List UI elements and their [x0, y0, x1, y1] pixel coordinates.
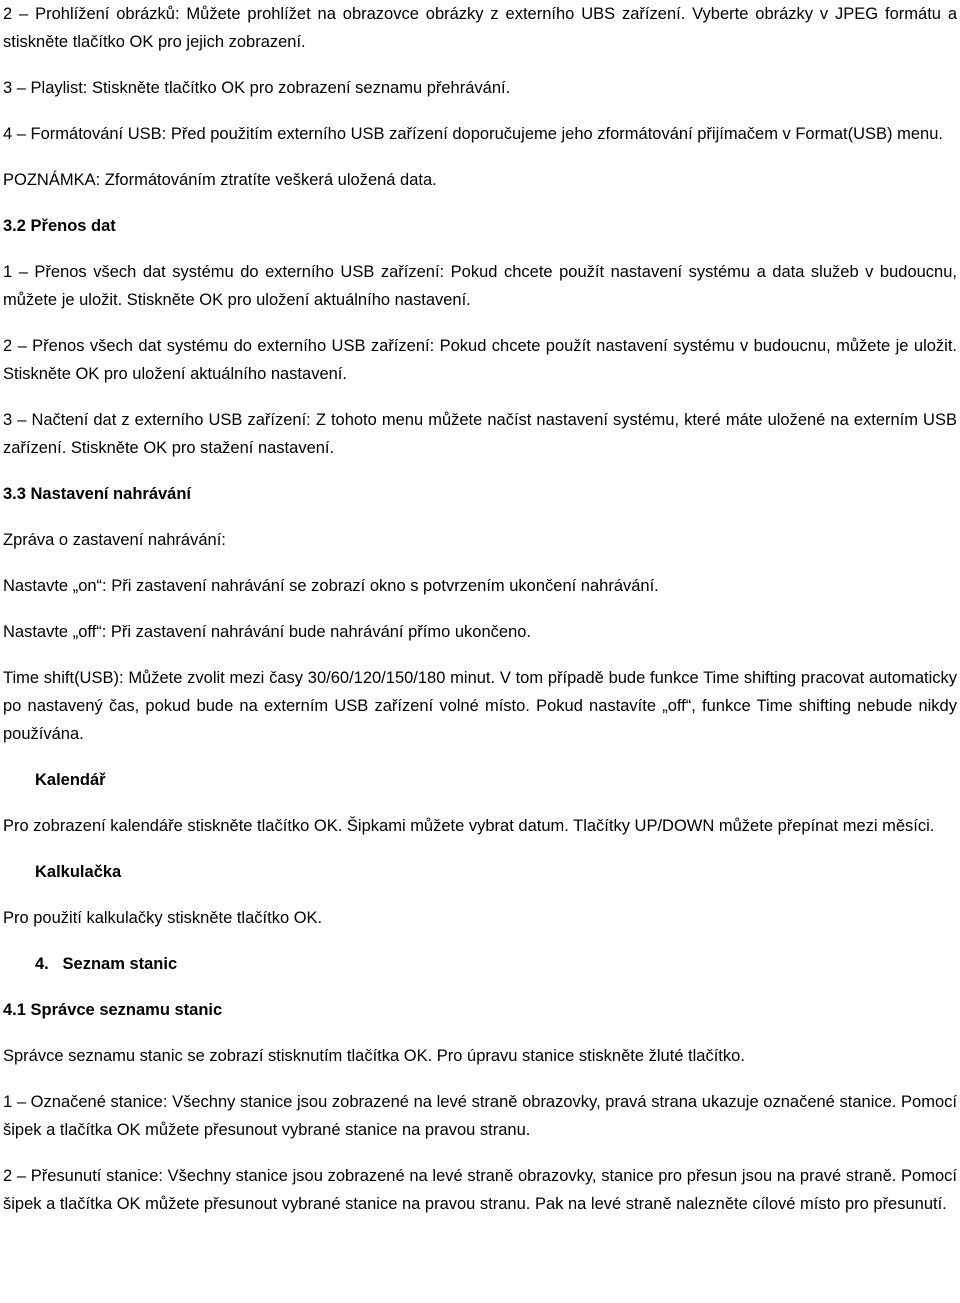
paragraph-transfer-1: 1 – Přenos všech dat systému do externího USB zařízení: Pokud chcete použít nastavení systému a data služeb v budoucnu, můžete je uložit. Stiskněte OK pro uložení aktuálního nastavení. — [3, 263, 957, 309]
paragraph-channel-manager: Správce seznamu stanic se zobrazí stisknutím tlačítka OK. Pro úpravu stanice stiskněte žluté tlačítko. — [3, 1047, 745, 1065]
paragraph-move-channel: 2 – Přesunutí stanice: Všechny stanice jsou zobrazené na levé straně obrazovky, stanice pro přesun jsou na pravé straně. Pomocí šipek a tlačítka OK můžete přesunout vybrané stanice na pravou stranu. Pak na levé straně nalezněte cílové místo pro přesunutí. — [3, 1167, 957, 1213]
paragraph-set-on: Nastavte „on“: Při zastavení nahrávání se zobrazí okno s potvrzením ukončení nahrávání. — [3, 577, 659, 595]
paragraph-usb-format: 4 – Formátování USB: Před použitím externího USB zařízení doporučujeme jeho zformátování přijímačem v Format(USB) menu. — [3, 125, 943, 143]
paragraph-note: POZNÁMKA: Zformátováním ztratíte veškerá uložená data. — [3, 171, 437, 189]
paragraph-stop-message: Zpráva o zastavení nahrávání: — [3, 531, 226, 549]
paragraph-set-off: Nastavte „off“: Při zastavení nahrávání bude nahrávání přímo ukončeno. — [3, 623, 531, 641]
paragraph-image-viewing: 2 – Prohlížení obrázků: Můžete prohlížet na obrazovce obrázky z externího UBS zařízení. Vyberte obrázky v JPEG formátu a stiskněte tlačítko OK pro jejich zobrazení. — [3, 5, 957, 51]
paragraph-time-shift: Time shift(USB): Můžete zvolit mezi časy 30/60/120/150/180 minut. V tom případě bude funkce Time shifting pracovat automaticky po nastavený čas, pokud bude na externím USB zařízení volné místo. Pokud nastavíte „off“, funkce Time shifting nebude nikdy používána. — [3, 669, 957, 743]
heading-data-transfer: 3.2 Přenos dat — [3, 217, 116, 235]
paragraph-marked-channels: 1 – Označené stanice: Všechny stanice jsou zobrazené na levé straně obrazovky, pravá strana ukazuje označené stanice. Pomocí šipek a tlačítka OK můžete přesunout vybrané stanice na pravou stranu. — [3, 1093, 957, 1139]
heading-recording-settings: 3.3 Nastavení nahrávání — [3, 485, 192, 503]
heading-calendar: Kalendář — [35, 771, 106, 789]
paragraph-transfer-2: 2 – Přenos všech dat systému do externího USB zařízení: Pokud chcete použít nastavení systému v budoucnu, můžete je uložit. Stiskněte OK pro uložení aktuálního nastavení. — [3, 337, 957, 383]
paragraph-calendar: Pro zobrazení kalendáře stiskněte tlačítko OK. Šipkami můžete vybrat datum. Tlačítky UP/DOWN můžete přepínat mezi měsíci. — [3, 817, 935, 835]
paragraph-load-data: 3 – Načtení dat z externího USB zařízení: Z tohoto menu můžete načíst nastavení systému, které máte uložené na externím USB zařízení. Stiskněte OK pro stažení nastavení. — [3, 411, 957, 457]
paragraph-calculator: Pro použití kalkulačky stiskněte tlačítko OK. — [3, 909, 323, 927]
heading-channel-manager: 4.1 Správce seznamu stanic — [3, 1001, 223, 1019]
heading-calculator: Kalkulačka — [35, 863, 122, 881]
paragraph-playlist: 3 – Playlist: Stiskněte tlačítko OK pro zobrazení seznamu přehrávání. — [3, 79, 511, 97]
heading-channel-list: 4. Seznam stanic — [35, 955, 178, 973]
